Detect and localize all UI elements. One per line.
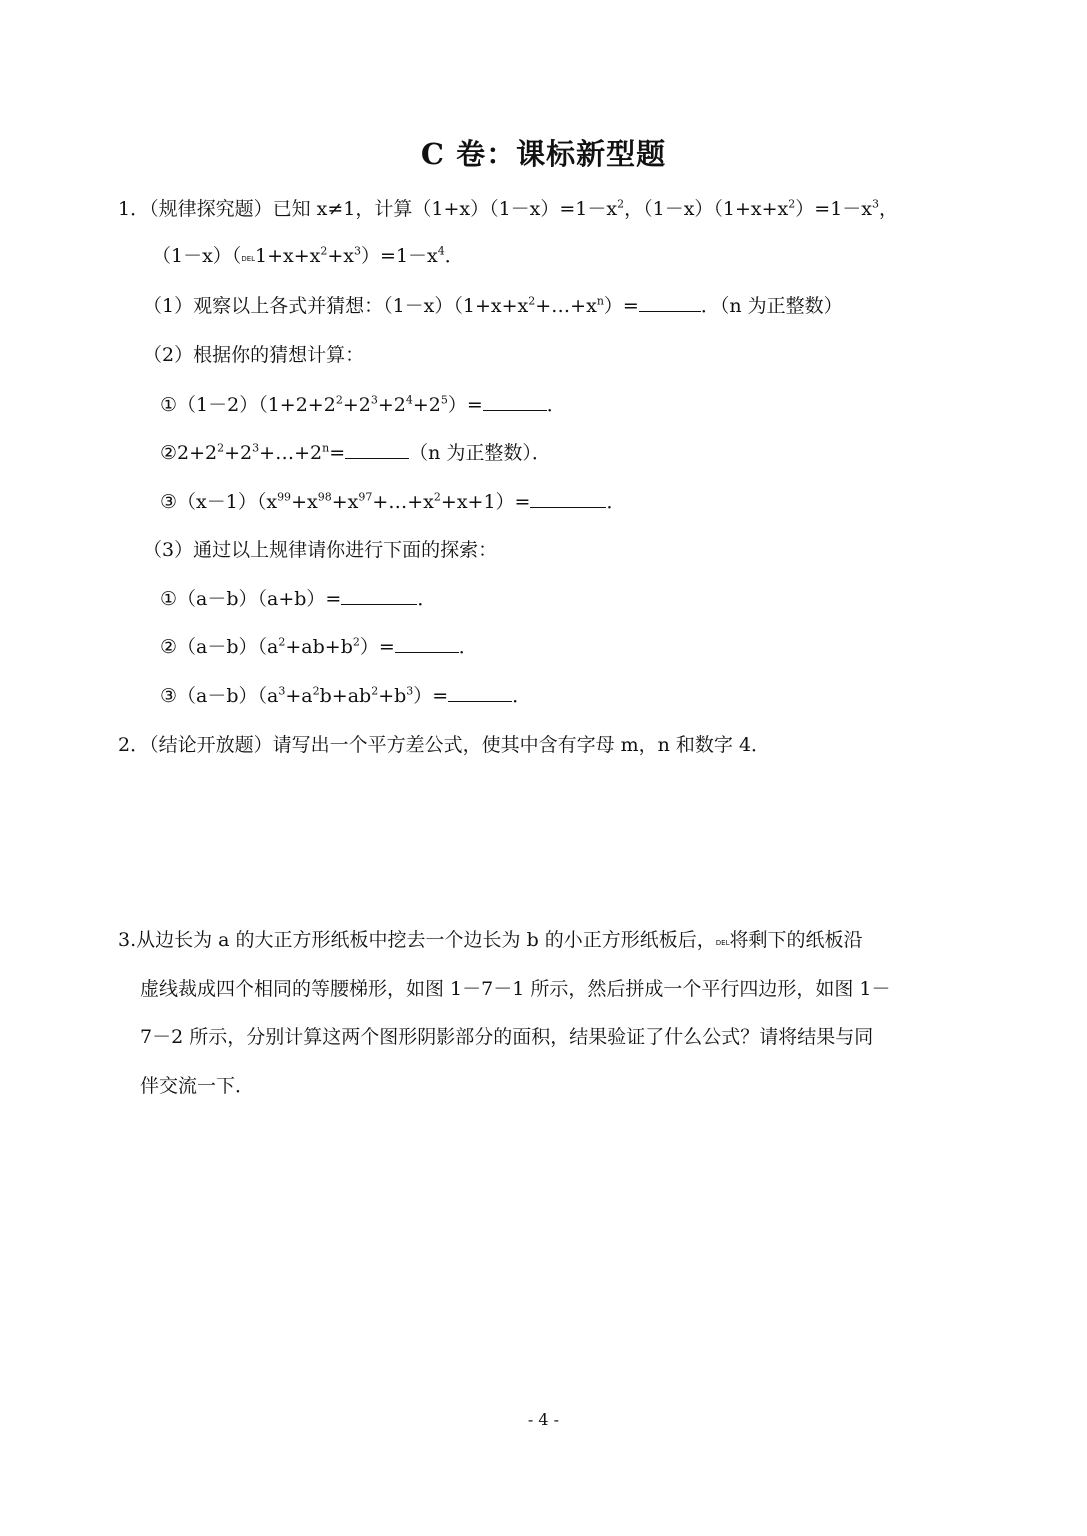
q1-part-2-item-1: $①(1-2)(1+2+2^2+2^3+2^4+2^5)=$ ． [160, 391, 566, 419]
q1-line-1: 1．（规律探究题）已知 x≠1，计算$(1+x)(1-x)=1-x^2$，$(1-x)(1+x+x^2)=1-x^3$， [118, 197, 899, 220]
q1-part-2-item-2: $②2+2^2+2^3+\dots+2^n= (n$ 为正整数）． [160, 439, 551, 467]
answer-blank[interactable] [448, 682, 512, 702]
page-number: - 4 - [527, 1410, 560, 1429]
q3-line-2: 虚线裁成四个相同的等腰梯形，如图 1－7－1 所示，然后拼成一个平行四边形，如图 1－ [140, 978, 891, 1000]
answer-blank[interactable] [483, 391, 547, 411]
q3-line-1: 3.从边长为 a 的大正方形纸板中挖去一个边长为 b 的小正方形纸板后，DEL将剩下的纸板沿 [118, 929, 863, 951]
q1-part-3-item-3: $③(a-b)(a^3+a^2b+ab^2+b^3)=$ ． [160, 682, 531, 710]
q3-line-3: 7－2 所示，分别计算这两个图形阴影部分的面积，结果验证了什么公式？请将结果与同 [140, 1026, 874, 1048]
q1-part-3-item-2: $②(a-b)(a^2+ab+b^2)=$ ． [160, 633, 478, 661]
answer-blank[interactable] [639, 292, 701, 312]
del-mark: DEL [715, 939, 730, 947]
q1-part-3: （3）通过以上规律请你进行下面的探索： [143, 539, 498, 561]
q1-number: 1． [118, 198, 150, 220]
q1-part-3-item-1: ①（a－b）（a+b）= ． [160, 585, 436, 613]
answer-blank[interactable] [345, 439, 409, 459]
answer-blank[interactable] [395, 633, 459, 653]
page-title: C 卷：课标新型题 [420, 137, 667, 171]
q1-part-1: （1）观察以上各式并猜想：$(1-x)(1+x+x^2+\dots+x^n)=$ ．（n 为正整数） [143, 292, 843, 320]
q2-text: 2．（结论开放题）请写出一个平方差公式，使其中含有字母 m，n 和数字 4． [118, 734, 771, 756]
q3-line-4: 伴交流一下． [140, 1075, 255, 1097]
del-mark: DEL [241, 255, 256, 263]
q1-part-2-item-3: $③(x-1)(x^{99}+x^{98}+x^{97}+\dots+x^2+x+1)=$ ． [160, 488, 626, 516]
q1-part-2: （2）根据你的猜想计算： [143, 344, 365, 366]
q1-line-2: $(1-x)(DEL1+x+x^2+x^3)=1-x^4$． [152, 244, 464, 267]
answer-blank[interactable] [530, 488, 606, 508]
answer-blank[interactable] [341, 585, 417, 605]
